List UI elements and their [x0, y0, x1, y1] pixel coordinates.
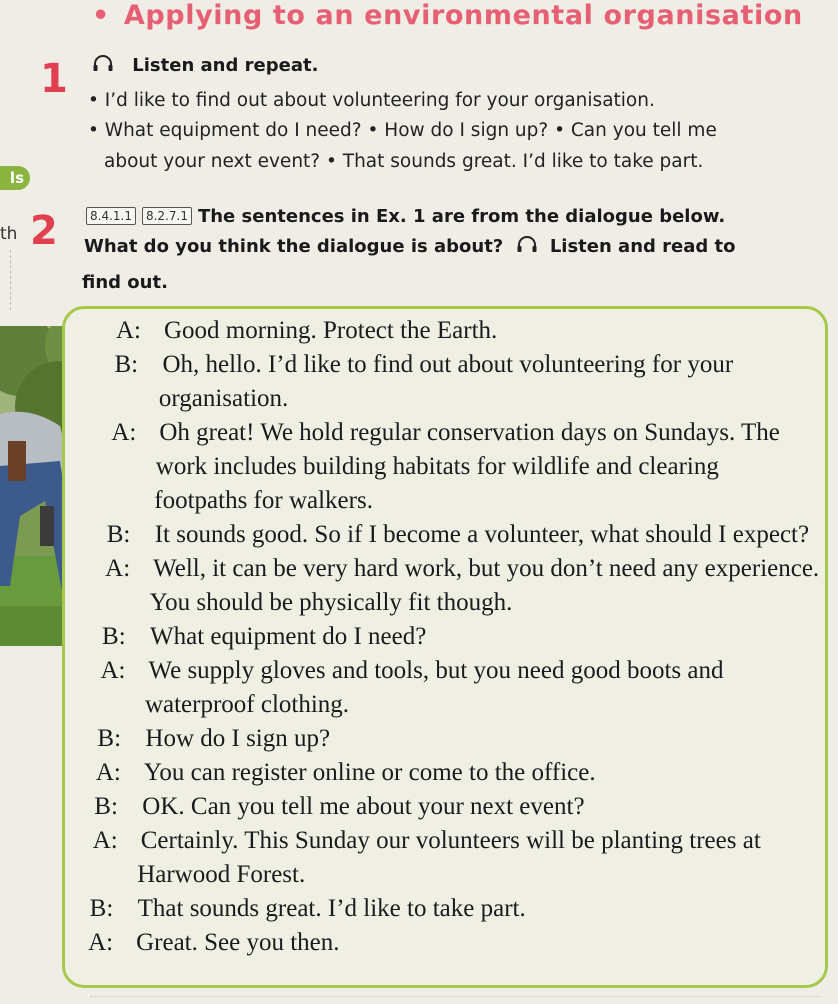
section-heading — [92, 0, 803, 31]
curriculum-code: 8.4.1.1 — [86, 207, 136, 225]
dialogue-text: You can register online or come to the office. — [143, 759, 596, 786]
dialogue-line — [90, 895, 526, 923]
dialogue-text: You should be physically fit though. — [149, 589, 513, 616]
dialogue-line — [94, 793, 584, 821]
curriculum-code: 8.2.7.1 — [142, 207, 192, 225]
dialogue-text: Well, it can be very hard work, but you don’t need any experience. — [153, 555, 820, 582]
dialogue-line — [88, 929, 339, 957]
heading-bullet: • — [92, 0, 110, 31]
dialogue-line — [97, 725, 330, 753]
dialogue-line — [102, 623, 426, 651]
dialogue-text: work includes building habitats for wildlife and clearing — [155, 453, 719, 480]
exercise-1-instruction — [92, 55, 318, 76]
exercise-2-text-2a: What do you think the dialogue is about? — [84, 236, 504, 257]
dialogue-text: It sounds good. So if I become a volunteer, what should I expect? — [154, 521, 810, 548]
exercise-2-instruction-line-1 — [86, 206, 725, 227]
dialogue-text: waterproof clothing. — [144, 691, 350, 718]
dialogue-line — [96, 759, 596, 787]
margin-dashes — [10, 250, 11, 310]
dialogue-line — [111, 419, 780, 447]
dialogue-line — [107, 521, 809, 549]
dialogue-line — [105, 555, 819, 583]
dialogue-text: organisation. — [158, 385, 289, 412]
dialogue-text: How do I sign up? — [145, 725, 331, 752]
speaker-label: B: — [106, 521, 131, 548]
exercise-2-instruction-line-3: find out. — [82, 272, 168, 293]
speaker-label: B: — [114, 351, 139, 378]
side-tab: ls — [0, 166, 30, 190]
dialogue-text: footpaths for walkers. — [154, 487, 373, 514]
bottom-divider — [90, 996, 820, 997]
exercise-2-instruction-line-2 — [84, 236, 736, 257]
dialogue-text: Oh great! We hold regular conservation days on Sundays. The — [159, 419, 780, 446]
phrase-line-2: • What equipment do I need? • How do I sign up? • Can you tell me — [88, 120, 717, 141]
speaker-label: A: — [88, 929, 114, 956]
phrase-line-3: about your next event? • That sounds great. I’d like to take part. — [104, 151, 704, 172]
speaker-label: A: — [116, 317, 141, 344]
dialogue-text: Oh, hello. I’d like to find out about volunteering for your — [162, 351, 734, 378]
dialogue-text: Certainly. This Sunday our volunteers will be planting trees at — [140, 827, 761, 854]
exercise-2-text-2b: Listen and read to — [549, 236, 736, 257]
dialogue-text: That sounds great. I’d like to take part. — [137, 895, 526, 922]
dialogue-line — [93, 827, 761, 855]
speaker-label: A: — [95, 759, 121, 786]
phrase-line-1: • I’d like to find out about volunteering for your organisation. — [88, 90, 655, 111]
speaker-label: A: — [92, 827, 118, 854]
dialogue-line — [116, 317, 497, 345]
speaker-label: A: — [111, 419, 137, 446]
speaker-label: A: — [100, 657, 126, 684]
dialogue-text: OK. Can you tell me about your next event? — [142, 793, 585, 820]
speaker-label: A: — [105, 555, 131, 582]
heading-text: Applying to an environmental organisation — [123, 0, 803, 31]
dialogue-line — [101, 657, 724, 685]
dialogue-text: We supply gloves and tools, but you need good boots and — [148, 657, 724, 684]
dialogue-text: What equipment do I need? — [150, 623, 427, 650]
speaker-label: B: — [97, 725, 122, 752]
speaker-label: B: — [102, 623, 126, 650]
dialogue-text: Harwood Forest. — [137, 861, 306, 888]
dialogue-text: Great. See you then. — [136, 929, 340, 956]
dialogue-line — [114, 351, 733, 379]
exercise-1-instruction-text: Listen and repeat. — [132, 55, 319, 76]
headphones-icon[interactable] — [92, 55, 114, 73]
speaker-label: B: — [89, 895, 114, 922]
side-cut-text: th — [0, 224, 18, 244]
exercise-2-text-1: The sentences in Ex. 1 are from the dialogue below. — [197, 206, 726, 227]
dialogue-text: Good morning. Protect the Earth. — [164, 317, 498, 344]
exercise-1-number: 1 — [40, 56, 68, 102]
exercise-2-number: 2 — [30, 208, 58, 254]
speaker-label: B: — [94, 793, 118, 820]
headphones-icon[interactable] — [516, 236, 538, 254]
